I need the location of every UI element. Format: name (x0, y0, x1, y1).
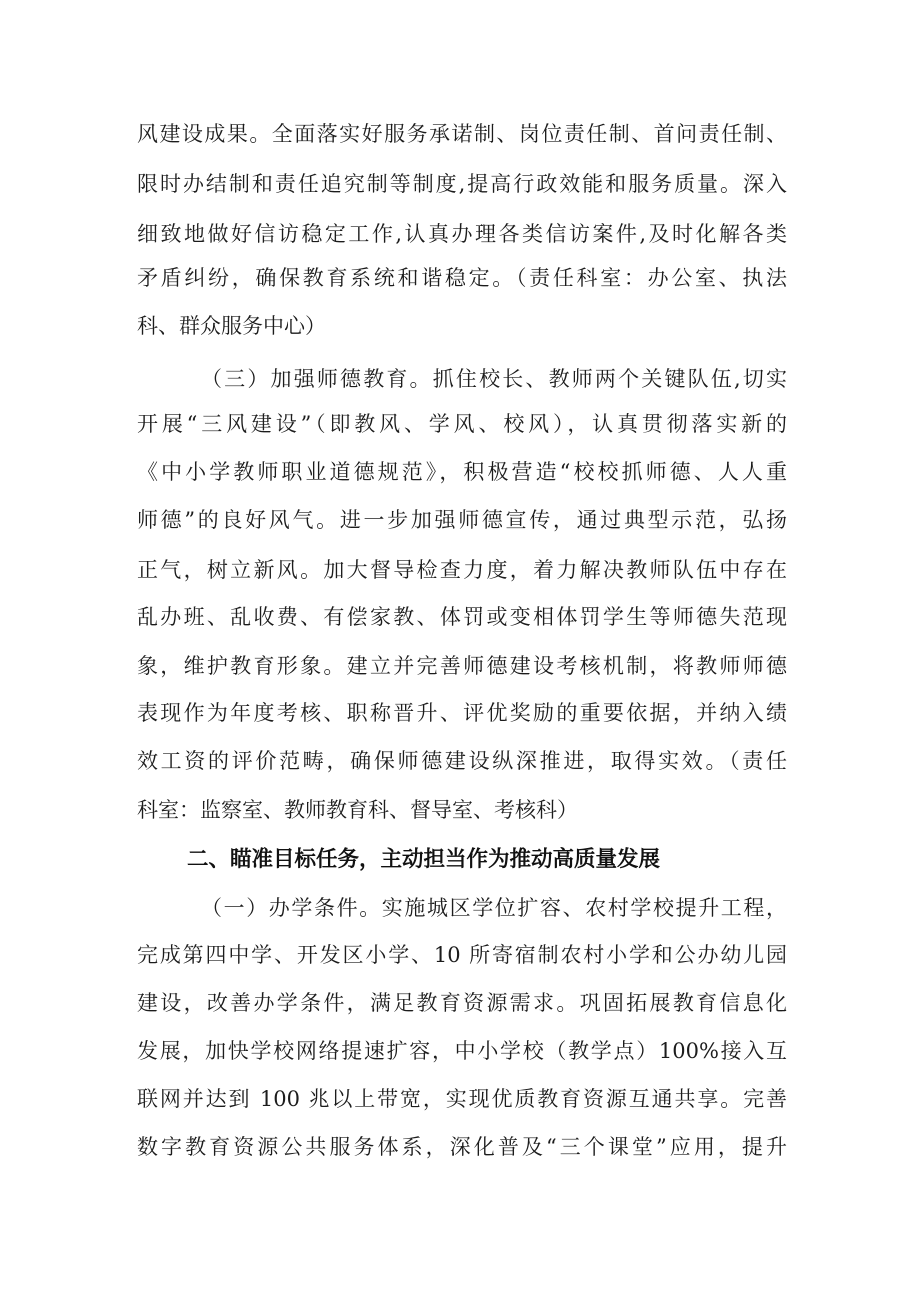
paragraph-line: 《中小学教师职业道德规范》，积极营造“校校抓师德、人人重 (137, 460, 787, 484)
paragraph-line: 建设，改善办学条件，满足教育资源需求。巩固拓展教育信息化 (137, 991, 787, 1015)
paragraph-line: 科、群众服务中心） (137, 314, 326, 338)
paragraph-line: 科室：监察室、教师教育科、督导室、考核科） (137, 798, 578, 822)
paragraph-line: 师德”的良好风气。进一步加强师德宣传，通过典型示范，弘扬 (137, 508, 787, 532)
paragraph-line: 开展“三风建设”（即教风、学风、校风），认真贯彻落实新的 (137, 412, 787, 436)
paragraph-line: 发展，加快学校网络提速扩容，中小学校（教学点）100%接入互 (137, 1039, 787, 1063)
paragraph-line: 完成第四中学、开发区小学、10 所寄宿制农村小学和公办幼儿园 (137, 943, 787, 967)
paragraph-line: 数字教育资源公共服务体系，深化普及“三个课堂”应用，提升 (137, 1135, 787, 1159)
paragraph-line: 表现作为年度考核、职称晋升、评优奖励的重要依据，并纳入绩 (137, 701, 787, 725)
paragraph-line: 效工资的评价范畴，确保师德建设纵深推进，取得实效。（责任 (137, 749, 787, 773)
section-title-line: （一）办学条件。实施城区学位扩容、农村学校提升工程， (201, 896, 787, 920)
paragraph-line: 细致地做好信访稳定工作,认真办理各类信访案件,及时化解各类 (137, 222, 787, 246)
paragraph-line: 限时办结制和责任追究制等制度,提高行政效能和服务质量。深入 (137, 172, 787, 196)
paragraph-line: 风建设成果。全面落实好服务承诺制、岗位责任制、首问责任制、 (137, 122, 787, 146)
paragraph-line: 正气，树立新风。加大督导检查力度，着力解决教师队伍中存在 (137, 558, 787, 582)
section-heading: 二、瞄准目标任务，主动担当作为推动高质量发展 (187, 847, 661, 872)
paragraph-line: 乱办班、乱收费、有偿家教、体罚或变相体罚学生等师德失范现 (137, 605, 787, 629)
paragraph-line: 矛盾纠纷，确保教育系统和谐稳定。（责任科室：办公室、执法 (137, 266, 787, 290)
section-title-line: （三）加强师德教育。抓住校长、教师两个关键队伍,切实 (201, 367, 787, 391)
paragraph-line: 象，维护教育形象。建立并完善师德建设考核机制，将教师师德 (137, 654, 787, 678)
paragraph-line: 联网并达到 100 兆以上带宽，实现优质教育资源互通共享。完善 (137, 1087, 787, 1111)
